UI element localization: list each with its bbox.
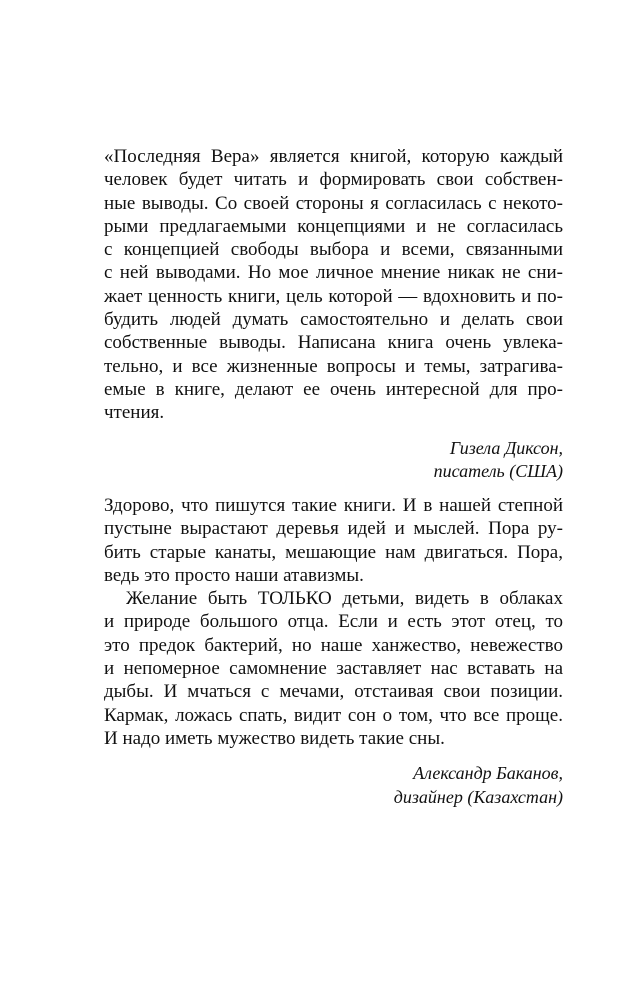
text-line: жает ценность книги, цель которой — вдохновить и по- [104, 285, 563, 307]
text-line: ведь это просто наши атавизмы. [104, 564, 364, 586]
author-role: писатель (США) [433, 460, 563, 481]
testimonial-1-attribution [104, 437, 563, 484]
text-line: емые в книге, делают ее очень интересной для про- [104, 378, 563, 400]
text-line: тельно, и все жизненные вопросы и темы, затрагива- [104, 355, 563, 377]
testimonial-2-paragraph-1 [104, 494, 563, 587]
text-line: и непомерное самомнение заставляет нас вставать на [104, 658, 563, 680]
text-line: с ней выводами. Но мое личное мнение никак не сни- [104, 262, 563, 284]
text-line: и природе большого отца. Если и есть этот отец, то [104, 611, 563, 633]
author-name: Гизела Диксон, [449, 437, 563, 458]
text-line: бить старые канаты, мешающие нам двигаться. Пора, [104, 541, 563, 563]
text-line: это предок бактерий, но наше ханжество, невежество [104, 634, 563, 656]
text-line: рыми предлагаемыми концепциями и не согласилась [104, 215, 563, 237]
text-line: Желание быть ТОЛЬКО детьми, видеть в облаках [126, 588, 563, 610]
text-line: с концепцией свободы выбора и всеми, связанными [104, 239, 563, 261]
text-line: дыбы. И мчаться с мечами, отстаивая свои позиции. [104, 681, 563, 703]
text-line: будить людей думать самостоятельно и делать свои [104, 309, 563, 331]
text-line: И надо иметь мужество видеть такие сны. [104, 727, 445, 749]
text-line: Кармак, ложась спать, видит сон о том, что все проще. [104, 704, 563, 726]
text-line: человек будет читать и формировать свои собствен- [104, 169, 563, 191]
testimonial-2-attribution [104, 762, 563, 809]
testimonial-1-paragraph-1 [104, 145, 563, 425]
testimonial-2-paragraph-2 [104, 587, 563, 750]
text-line: собственные выводы. Написана книга очень увлека- [104, 332, 563, 354]
text-line: пустыне вырастают деревья идей и мыслей. Пора ру- [104, 518, 563, 540]
text-line: чтения. [104, 402, 165, 424]
testimonial-2 [104, 494, 563, 809]
text-line: «Последняя Вера» является книгой, которую каждый [104, 146, 563, 167]
author-name: Александр Баканов, [413, 763, 563, 784]
testimonial-1 [104, 145, 563, 483]
author-role: дизайнер (Казахстан) [393, 786, 563, 807]
text-line: Здорово, что пишутся такие книги. И в нашей степной [104, 495, 563, 516]
text-line: ные выводы. Со своей стороны я согласилась с некото- [104, 192, 563, 214]
